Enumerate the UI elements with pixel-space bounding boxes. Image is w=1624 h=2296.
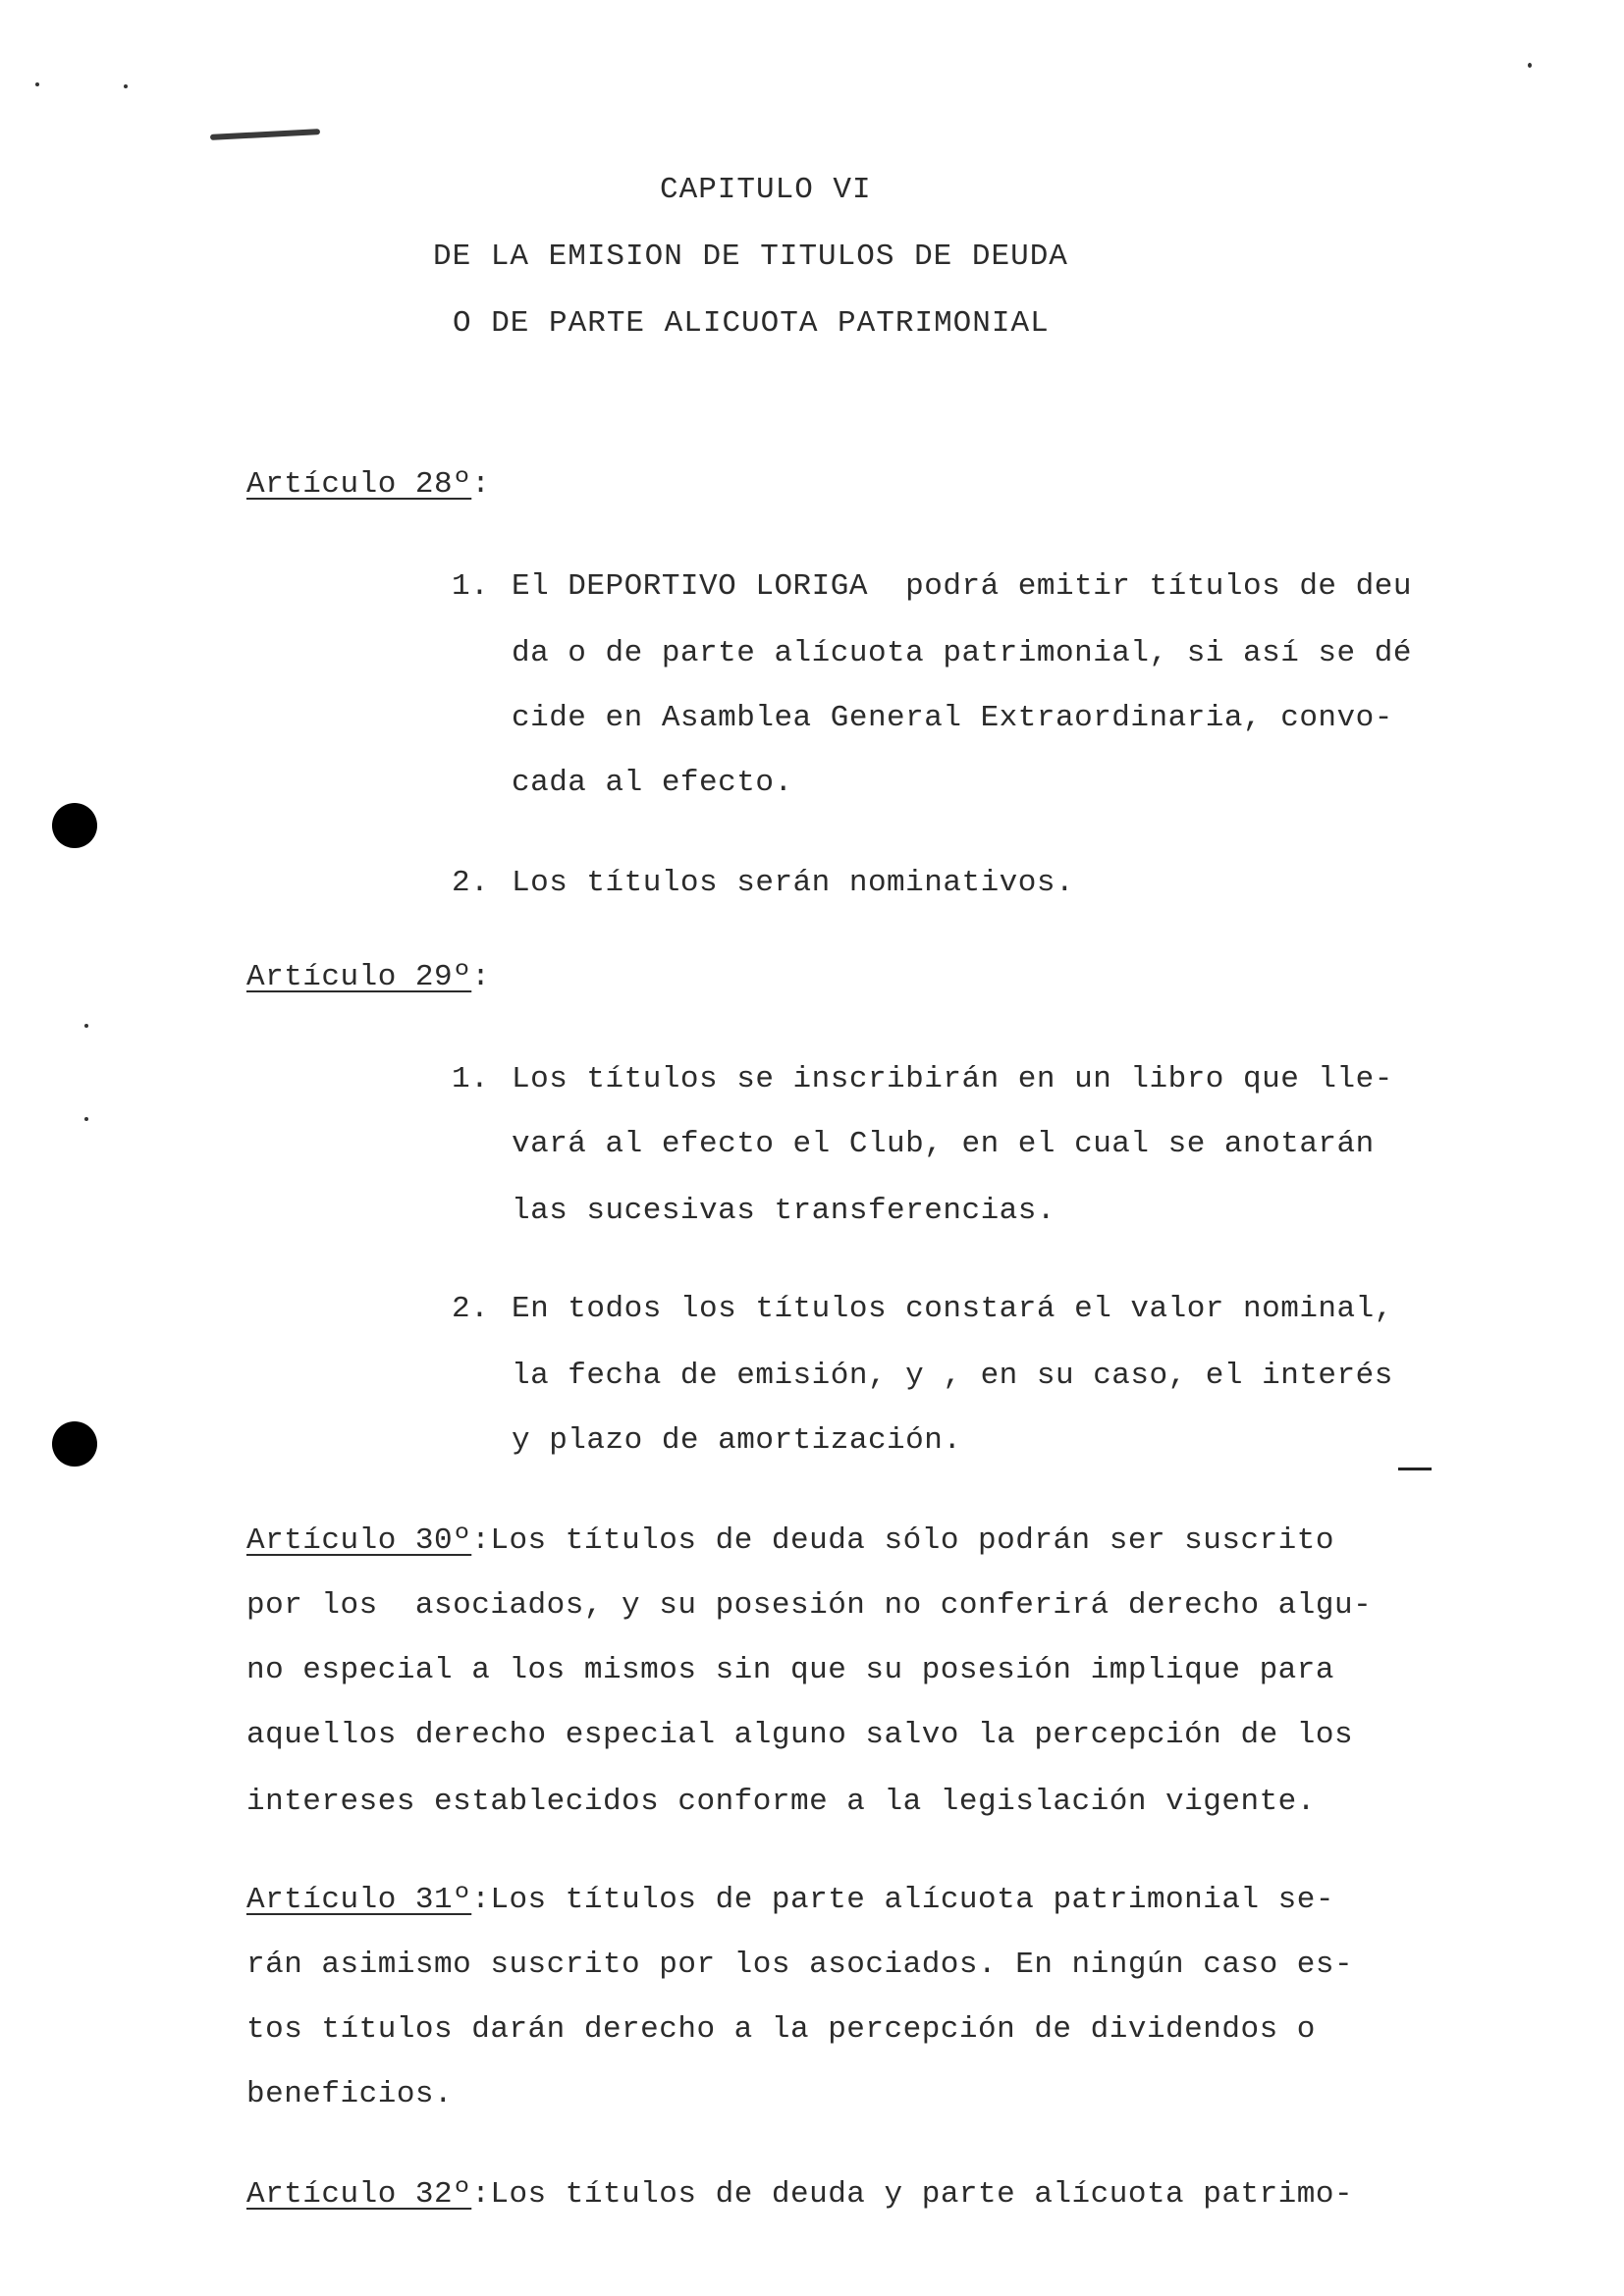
article-29-item-2-line: la fecha de emisión, y , en su caso, el interés (512, 1359, 1393, 1393)
dust-speck (84, 1117, 88, 1121)
article-30-line: intereses establecidos conforme a la legislación vigente. (246, 1785, 1316, 1819)
article-29-label: Artículo 29º (246, 960, 472, 994)
dust-speck (84, 1024, 88, 1028)
article-32-text-start: :Los títulos de deuda y parte alícuota patrimo- (471, 2177, 1354, 2212)
article-29-item-2-number: 2. (452, 1292, 490, 1326)
article-31-label: Artículo 31º (246, 1883, 472, 1917)
dust-speck (124, 84, 128, 88)
article-29-item-1-line: Los títulos se inscribirán en un libro que lle- (512, 1062, 1393, 1096)
article-31-first-line (246, 1885, 1334, 1915)
chapter-subtitle-line-2: O DE PARTE ALICUOTA PATRIMONIAL (453, 306, 1050, 341)
article-28-item-1-line: da o de parte alícuota patrimonial, si así se dé (512, 636, 1412, 670)
article-28-item-1-line: El DEPORTIVO LORIGA podrá emitir títulos de deu (512, 569, 1412, 604)
article-29-item-2-line: En todos los títulos constará el valor nominal, (512, 1292, 1393, 1326)
article-29-colon: : (471, 960, 491, 994)
article-31-line: rán asimismo suscrito por los asociados. En ningún caso es- (246, 1948, 1354, 1982)
chapter-subtitle-line-1: DE LA EMISION DE TITULOS DE DEUDA (433, 240, 1068, 274)
article-30-line: aquellos derecho especial alguno salvo la percepción de los (246, 1718, 1354, 1752)
article-30-line: por los asociados, y su posesión no conferirá derecho algu- (246, 1588, 1373, 1623)
article-29-item-1-number: 1. (452, 1062, 490, 1096)
ink-mark (210, 129, 320, 140)
article-31-line: beneficios. (246, 2077, 454, 2111)
punch-hole-top (52, 803, 97, 848)
article-29-item-1-line: vará al efecto el Club, en el cual se anotarán (512, 1127, 1375, 1161)
article-28-heading (246, 469, 490, 500)
article-32-first-line (246, 2179, 1353, 2210)
article-32-label: Artículo 32º (246, 2177, 472, 2212)
article-30-line: no especial a los mismos sin que su posesión implique para (246, 1653, 1334, 1687)
chapter-title: CAPITULO VI (660, 173, 872, 207)
article-28-item-1-line: cada al efecto. (512, 766, 793, 800)
article-30-text-start: :Los títulos de deuda sólo podrán ser suscrito (471, 1523, 1334, 1558)
article-28-colon: : (471, 467, 491, 502)
article-31-text-start: :Los títulos de parte alícuota patrimonial se- (471, 1883, 1334, 1917)
article-28-label: Artículo 28º (246, 467, 472, 502)
article-28-item-1-number: 1. (452, 569, 490, 604)
article-29-item-1-line: las sucesivas transferencias. (512, 1194, 1056, 1228)
article-28-item-1-line: cide en Asamblea General Extraordinaria, convo- (512, 701, 1393, 735)
article-28-item-2-line: Los títulos serán nominativos. (512, 866, 1075, 900)
article-31-line: tos títulos darán derecho a la percepción de dividendos o (246, 2012, 1316, 2047)
article-30-label: Artículo 30º (246, 1523, 472, 1558)
dust-speck (35, 82, 39, 86)
dust-speck (1528, 63, 1532, 68)
article-29-item-2-line: y plazo de amortización. (512, 1423, 962, 1458)
article-28-item-2-number: 2. (452, 866, 490, 900)
article-30-first-line (246, 1525, 1334, 1556)
article-29-heading (246, 962, 490, 992)
punch-hole-bottom (52, 1421, 97, 1467)
stray-dash-mark (1398, 1468, 1432, 1470)
